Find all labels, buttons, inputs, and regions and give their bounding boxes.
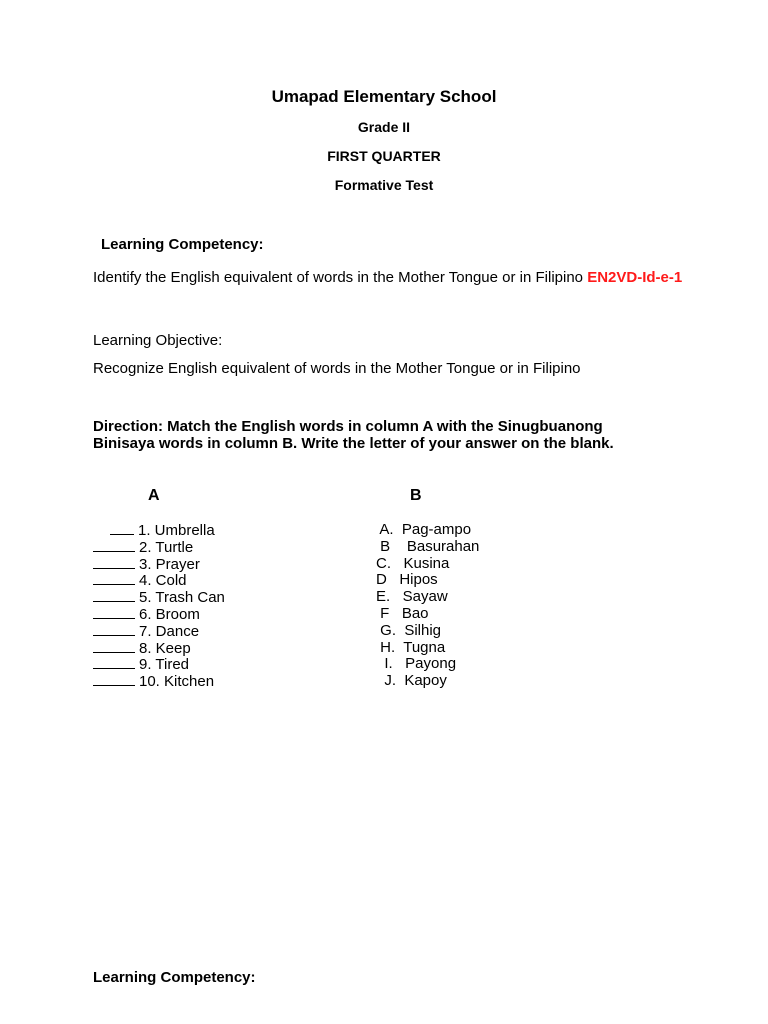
learning-competency-heading: Learning Competency: — [101, 236, 264, 253]
list-item — [93, 673, 225, 690]
list-item: E. Sayaw — [376, 588, 448, 606]
item-label: 5. Trash Can — [139, 589, 225, 607]
list-item: F Bao — [376, 604, 429, 622]
answer-blank[interactable] — [93, 623, 135, 636]
footer-competency-heading: Learning Competency: — [93, 969, 256, 986]
competency-code: EN2VD-Id-e-1 — [587, 269, 683, 286]
test-type: Formative Test — [334, 177, 434, 193]
item-label: 7. Dance — [139, 622, 200, 640]
item-label: 4. Cold — [139, 572, 187, 590]
list-item — [93, 539, 225, 556]
answer-blank[interactable] — [93, 572, 135, 585]
item-label: 3. Prayer — [139, 555, 200, 573]
item-label: 6. Broom — [139, 605, 200, 623]
school-name: Umapad Elementary School — [271, 87, 497, 106]
item-label: 8. Keep — [139, 639, 191, 657]
column-a-heading: A — [148, 487, 160, 504]
item-label: 9. Tired — [139, 656, 190, 674]
list-item — [93, 572, 225, 589]
answer-blank[interactable] — [93, 640, 135, 653]
answer-blank[interactable] — [93, 656, 135, 669]
answer-blank[interactable] — [93, 673, 135, 686]
list-item: H. Tugna — [376, 638, 446, 656]
answer-blank[interactable] — [110, 522, 134, 535]
list-item: A. Pag-ampo — [376, 521, 472, 538]
list-item: C. Kusina — [376, 554, 450, 572]
quarter-label: FIRST QUARTER — [327, 148, 441, 164]
grade-level: Grade II — [357, 119, 411, 135]
answer-blank[interactable] — [93, 606, 135, 619]
learning-objective-text: Recognize English equivalent of words in the Mother Tongue or in Filipino — [93, 360, 581, 377]
item-label: 10. Kitchen — [139, 673, 215, 691]
list-item — [93, 623, 225, 640]
list-item — [93, 589, 225, 606]
item-label: 1. Umbrella — [138, 522, 215, 539]
learning-objective-heading: Learning Objective: — [93, 332, 223, 349]
list-item — [93, 556, 225, 573]
list-item: B Basurahan — [376, 537, 480, 555]
direction-text: Direction: Match the English words in column A with the Sinugbuanong Binisaya words in column B. Write the letter of your answer on the blank. — [93, 418, 614, 452]
list-item — [93, 522, 225, 539]
column-b-list — [376, 522, 479, 690]
answer-blank[interactable] — [93, 539, 135, 552]
list-item: I. Payong — [376, 655, 457, 673]
column-a-list — [93, 522, 225, 690]
learning-competency-text — [93, 269, 683, 286]
list-item: J. Kapoy — [376, 672, 447, 690]
column-b-heading: B — [410, 487, 422, 504]
item-label: 2. Turtle — [139, 538, 194, 556]
answer-blank[interactable] — [93, 556, 135, 569]
list-item — [93, 656, 225, 673]
answer-blank[interactable] — [93, 589, 135, 602]
competency-description: Identify the English equivalent of words in the Mother Tongue or in Filipino — [93, 269, 584, 286]
list-item: G. Silhig — [376, 621, 442, 639]
list-item: D Hipos — [376, 571, 438, 589]
list-item — [93, 640, 225, 657]
list-item — [93, 606, 225, 623]
